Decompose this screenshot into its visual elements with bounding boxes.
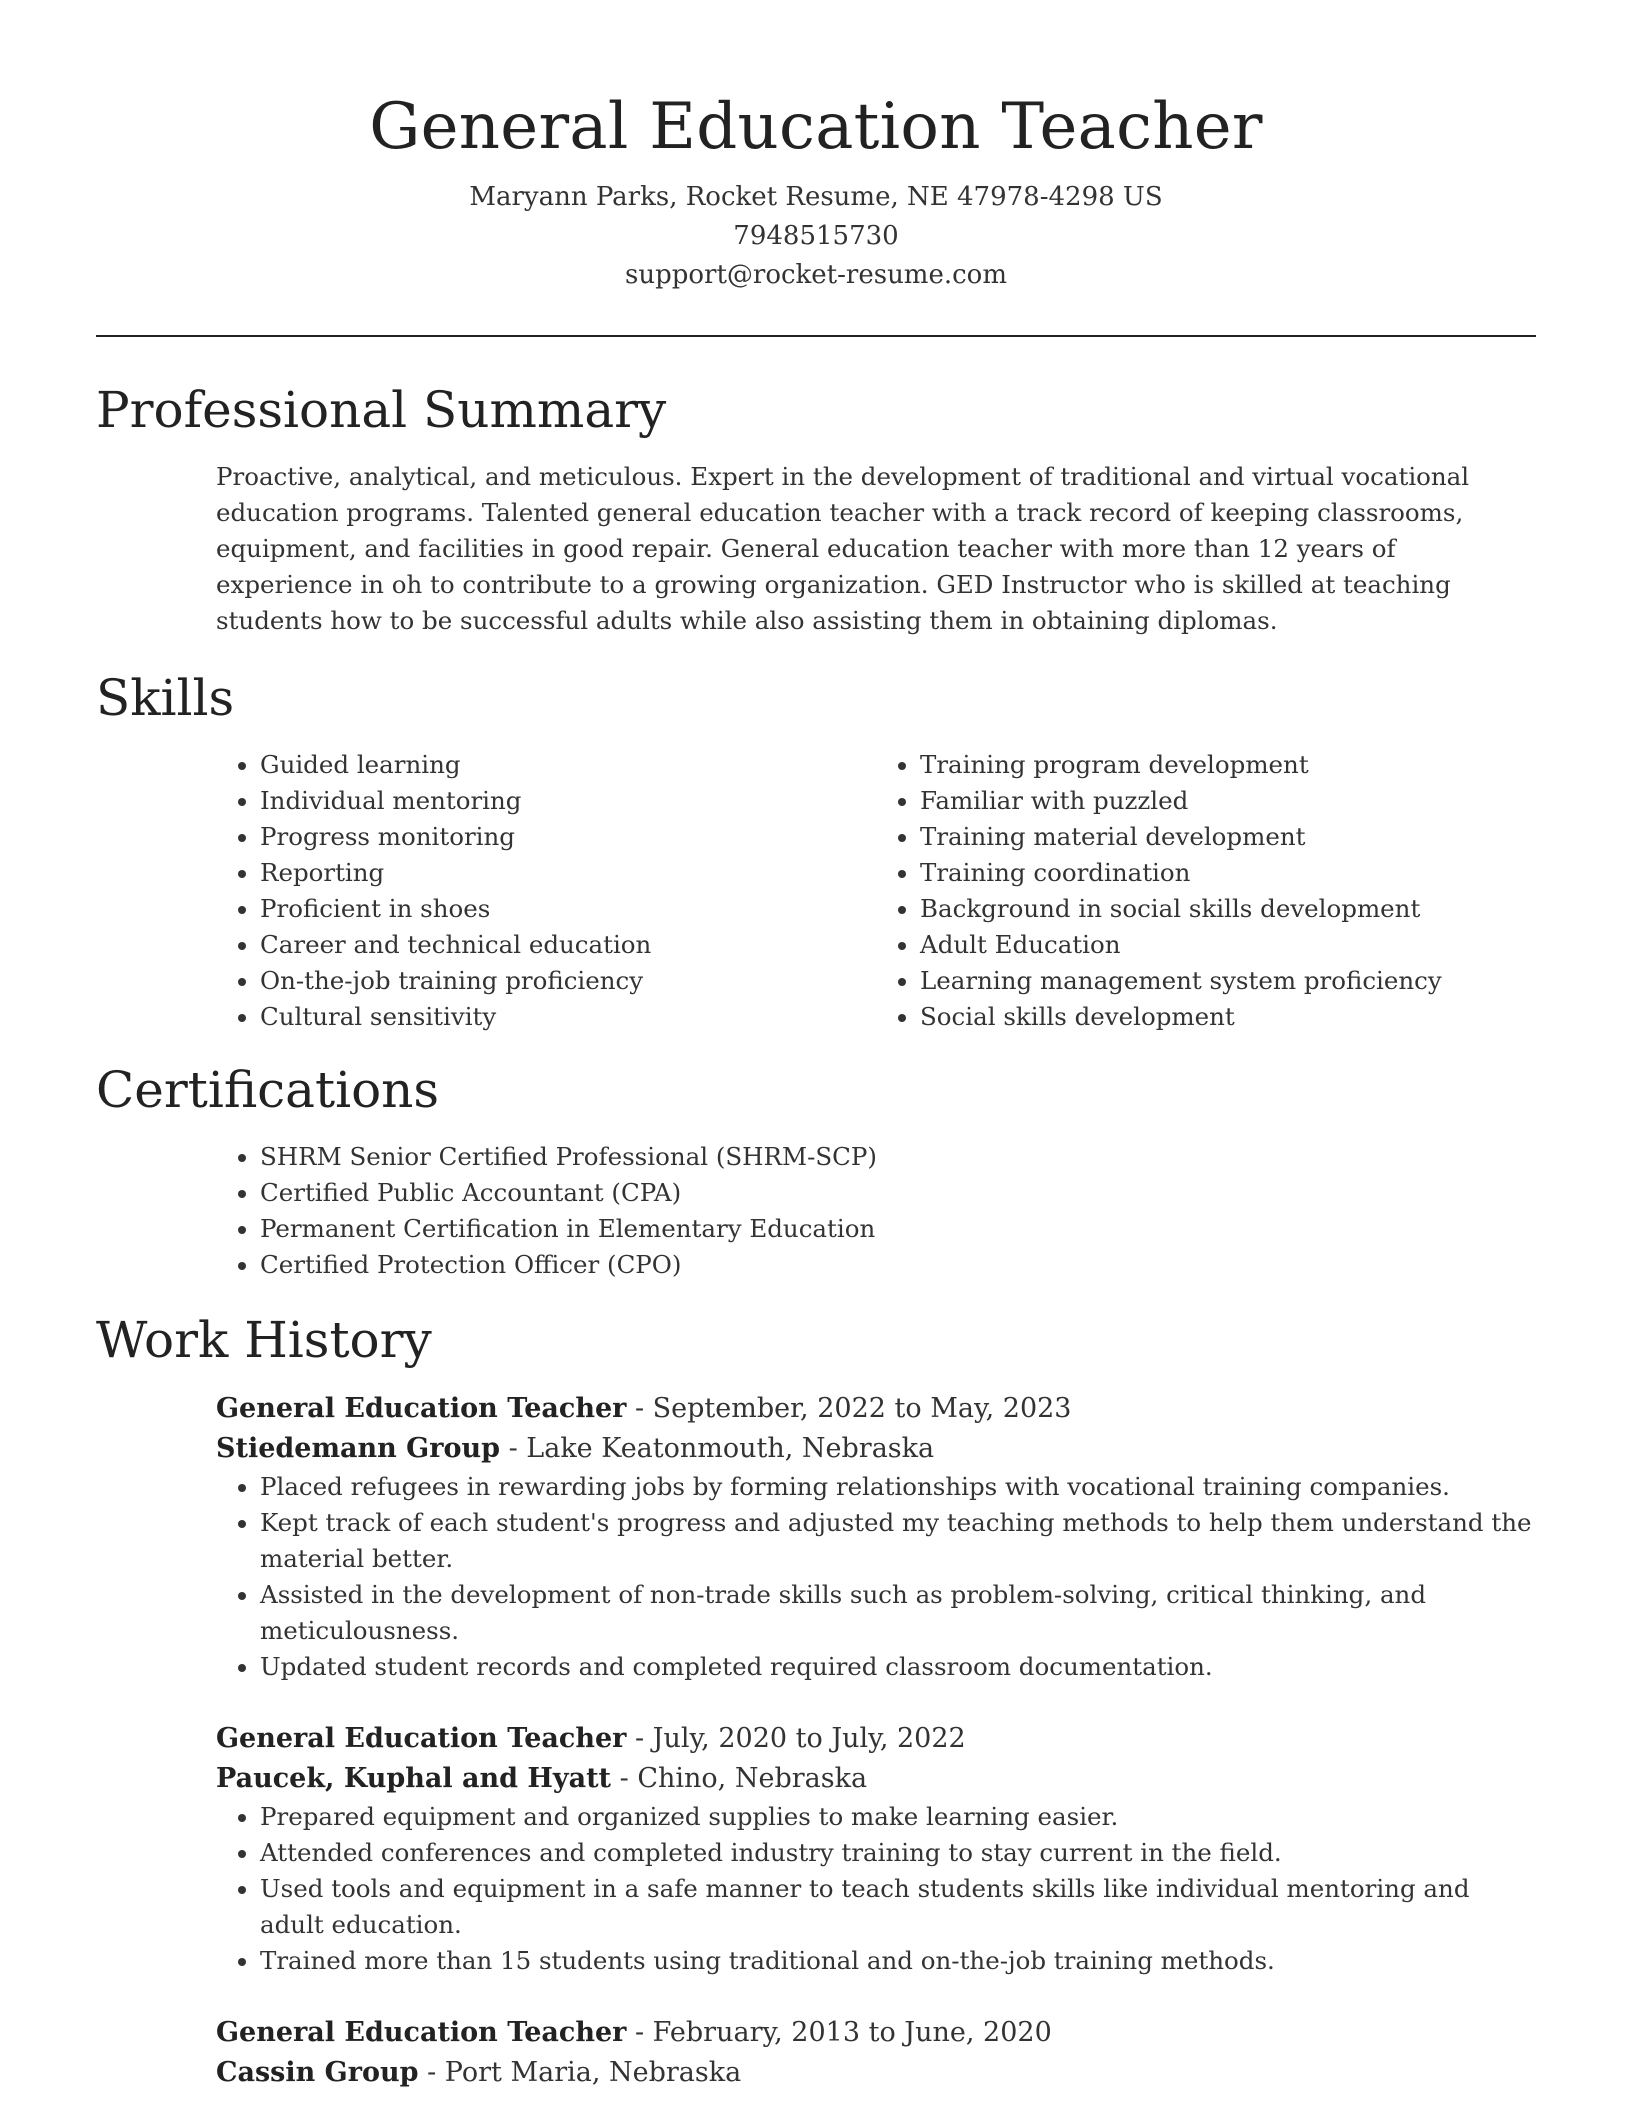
skill-item: • Reporting bbox=[260, 855, 876, 891]
job-entry bbox=[216, 1389, 1536, 1685]
skills-list-left bbox=[216, 747, 876, 1035]
header-divider bbox=[96, 335, 1536, 337]
contact-address: Maryann Parks, Rocket Resume, NE 47978-4298 US bbox=[469, 182, 1163, 212]
job-entry bbox=[216, 1719, 1536, 1979]
job-duty: • Updated student records and completed required classroom documentation. bbox=[260, 1649, 1536, 1685]
job-title: General Education Teacher bbox=[216, 2017, 627, 2048]
contact-phone: 7948515730 bbox=[733, 221, 899, 251]
job-duties-list bbox=[216, 1469, 1536, 1685]
separator: - bbox=[626, 1723, 653, 1754]
job-location: Chino, Nebraska bbox=[637, 1763, 868, 1794]
resume-page bbox=[96, 0, 1536, 2115]
job-duty: • Used tools and equipment in a safe manner to teach students skills like individual mentoring and adult education. bbox=[260, 1871, 1536, 1943]
skill-item: • Training program development bbox=[920, 747, 1536, 783]
separator: - bbox=[626, 1393, 653, 1424]
skill-item: • Career and technical education bbox=[260, 927, 876, 963]
summary-section bbox=[96, 375, 1536, 639]
contact-block bbox=[96, 178, 1536, 295]
separator: - bbox=[626, 2017, 653, 2048]
job-duty: • Assisted in the development of non-trade skills such as problem-solving, critical thinking, and meticulousness. bbox=[260, 1577, 1536, 1649]
skills-list-right bbox=[876, 747, 1536, 1035]
skill-item: • Social skills development bbox=[920, 999, 1536, 1035]
job-duty: • Placed refugees in rewarding jobs by forming relationships with vocational training companies. bbox=[260, 1469, 1536, 1505]
job-dates: February, 2013 to June, 2020 bbox=[652, 2017, 1052, 2048]
skill-item: • Proficient in shoes bbox=[260, 891, 876, 927]
job-title: General Education Teacher bbox=[216, 1393, 627, 1424]
job-title-line bbox=[216, 1719, 1536, 1759]
certification-item: • Permanent Certification in Elementary Education bbox=[260, 1211, 1536, 1247]
job-duty: • Kept track of each student's progress and adjusted my teaching methods to help them understand the material better. bbox=[260, 1505, 1536, 1577]
skill-item: • Adult Education bbox=[920, 927, 1536, 963]
certifications-body bbox=[216, 1139, 1536, 1283]
job-company: Cassin Group bbox=[216, 2057, 419, 2088]
summary-text: Proactive, analytical, and meticulous. Expert in the development of traditional and virtual vocational education programs. Talented general education teacher with a track record of keeping classrooms, equipment, and facilities in good repair. General education teacher with more than 12 years of experience in oh to contribute to a growing organization. GED Instructor who is skilled at teaching students how to be successful adults while also assisting them in obtaining diplomas. bbox=[216, 462, 1470, 635]
job-duty: • Trained more than 15 students using traditional and on-the-job training methods. bbox=[260, 1943, 1536, 1979]
skills-heading: Skills bbox=[96, 669, 235, 727]
job-company-line bbox=[216, 1429, 1536, 1469]
job-duties-list bbox=[216, 1799, 1536, 1979]
job-duty: • Attended conferences and completed industry training to stay current in the field. bbox=[260, 1835, 1536, 1871]
job-location: Lake Keatonmouth, Nebraska bbox=[526, 1433, 935, 1464]
separator: - bbox=[418, 2057, 445, 2088]
work-history-heading: Work History bbox=[96, 1311, 432, 1369]
work-history-section bbox=[96, 1305, 1536, 2093]
job-title-line bbox=[216, 1389, 1536, 1429]
skills-columns bbox=[216, 747, 1536, 1035]
skills-section bbox=[96, 663, 1536, 1035]
job-entry bbox=[216, 2013, 1536, 2093]
job-duty: • Prepared equipment and organized supplies to make learning easier. bbox=[260, 1799, 1536, 1835]
certification-item: • SHRM Senior Certified Professional (SHRM-SCP) bbox=[260, 1139, 1536, 1175]
job-company: Paucek, Kuphal and Hyatt bbox=[216, 1763, 612, 1794]
resume-title: General Education Teacher bbox=[369, 90, 1263, 164]
job-company-line bbox=[216, 2053, 1536, 2093]
contact-email: support@rocket-resume.com bbox=[624, 260, 1007, 290]
skill-item: • Background in social skills development bbox=[920, 891, 1536, 927]
job-dates: July, 2020 to July, 2022 bbox=[652, 1723, 966, 1754]
skill-item: • Cultural sensitivity bbox=[260, 999, 876, 1035]
certifications-heading: Certifications bbox=[96, 1061, 440, 1119]
skill-item: • Familiar with puzzled bbox=[920, 783, 1536, 819]
summary-body bbox=[216, 459, 1536, 639]
certifications-section bbox=[96, 1055, 1536, 1283]
certifications-list bbox=[216, 1139, 1536, 1283]
job-company-line bbox=[216, 1759, 1536, 1799]
certification-item: • Certified Protection Officer (CPO) bbox=[260, 1247, 1536, 1283]
separator: - bbox=[611, 1763, 638, 1794]
skill-item: • Progress monitoring bbox=[260, 819, 876, 855]
job-location: Port Maria, Nebraska bbox=[444, 2057, 742, 2088]
skill-item: • On-the-job training proficiency bbox=[260, 963, 876, 999]
job-company: Stiedemann Group bbox=[216, 1433, 500, 1464]
work-history-body bbox=[216, 1389, 1536, 2093]
certification-item: • Certified Public Accountant (CPA) bbox=[260, 1175, 1536, 1211]
job-title: General Education Teacher bbox=[216, 1723, 627, 1754]
summary-heading: Professional Summary bbox=[96, 381, 667, 439]
job-title-line bbox=[216, 2013, 1536, 2053]
separator: - bbox=[500, 1433, 527, 1464]
skill-item: • Training coordination bbox=[920, 855, 1536, 891]
skill-item: • Training material development bbox=[920, 819, 1536, 855]
skill-item: • Guided learning bbox=[260, 747, 876, 783]
skill-item: • Learning management system proficiency bbox=[920, 963, 1536, 999]
skill-item: • Individual mentoring bbox=[260, 783, 876, 819]
job-dates: September, 2022 to May, 2023 bbox=[652, 1393, 1072, 1424]
